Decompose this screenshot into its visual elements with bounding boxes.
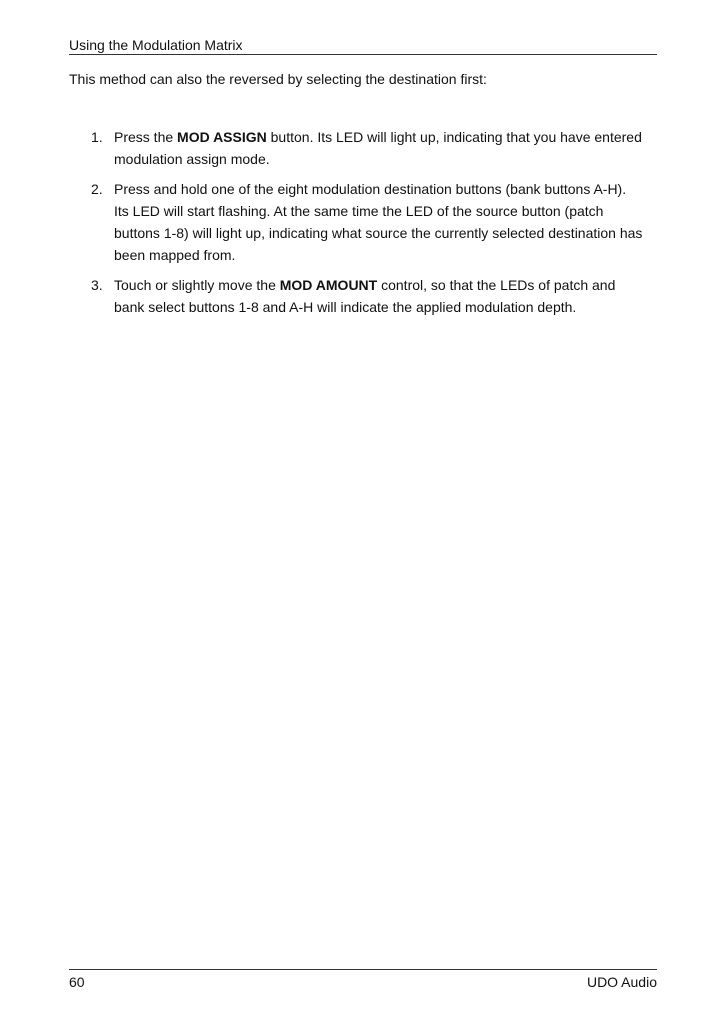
step-text-pre: Touch or slightly move the [114, 276, 280, 293]
step-number: 3. [91, 276, 103, 293]
footer-brand: UDO Audio [586, 974, 657, 990]
page-header [69, 36, 657, 55]
steps-list [91, 126, 643, 325]
step-text-pre: Press the [114, 129, 178, 145]
list-item [91, 126, 643, 171]
list-item [91, 178, 643, 267]
step-bold-term: MOD AMOUNT [279, 276, 378, 293]
page-footer [69, 969, 657, 990]
page-number: 60 [69, 974, 85, 990]
step-text: Press and hold one of the eight modulation destination buttons (bank buttons A-H). Its LED will start flashing. At the same time the LED of the source button (patch buttons 1-8) will light up, indicating what source the currently selected destination has been mapped from. [114, 180, 643, 264]
step-bold-term: MOD ASSIGN [177, 129, 267, 145]
step-text-post: control, so that the LEDs of patch and bank select buttons 1-8 and A-H will indicate the applied modulation depth. [114, 276, 616, 316]
step-number: 1. [91, 129, 103, 145]
intro-paragraph: This method can also the reversed by selecting the destination first: [69, 71, 487, 87]
header-title: Using the Modulation Matrix [69, 37, 243, 53]
list-item [91, 274, 643, 319]
step-text-post: button. Its LED will light up, indicating that you have entered modulation assign mode. [114, 129, 642, 168]
step-number: 2. [91, 180, 103, 197]
